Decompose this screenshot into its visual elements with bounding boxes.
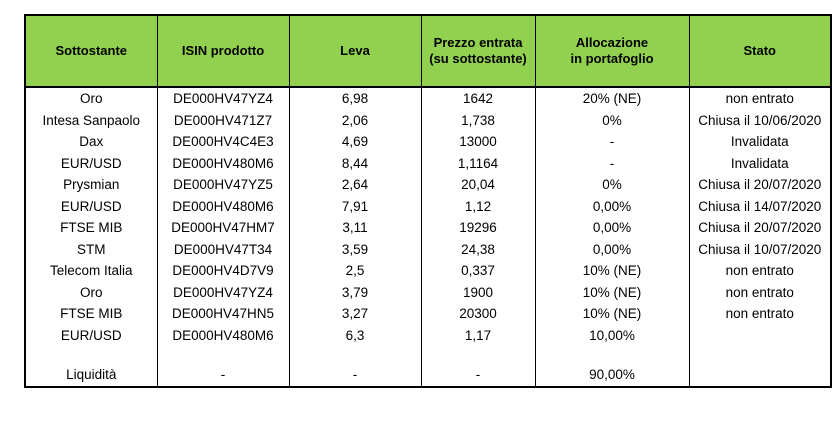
cell-allocation: 0%: [535, 174, 689, 196]
cell-underlying: Intesa Sanpaolo: [25, 110, 157, 132]
empty-cell: [535, 346, 689, 364]
cell-status: Invalidata: [689, 131, 831, 153]
cell-underlying: Liquidità: [25, 364, 157, 387]
header-leverage: Leva: [289, 15, 421, 87]
empty-cell: [25, 346, 157, 364]
cell-underlying: Prysmian: [25, 174, 157, 196]
cell-entry-price: 1,738: [421, 110, 535, 132]
header-allocation: [535, 15, 689, 87]
liquidity-row: [25, 364, 831, 387]
portfolio-table: [24, 14, 832, 388]
cell-isin: DE000HV480M6: [157, 153, 289, 175]
header-row: [25, 15, 831, 87]
cell-entry-price: 1900: [421, 282, 535, 304]
table-row: [25, 217, 831, 239]
cell-isin: DE000HV47HN5: [157, 303, 289, 325]
table-row: [25, 174, 831, 196]
cell-status: non entrato: [689, 87, 831, 110]
cell-status: non entrato: [689, 303, 831, 325]
cell-allocation: 10% (NE): [535, 260, 689, 282]
cell-leverage: 3,59: [289, 239, 421, 261]
cell-leverage: 2,5: [289, 260, 421, 282]
cell-allocation: 0,00%: [535, 217, 689, 239]
header-allocation-line2: in portafoglio: [570, 51, 654, 66]
cell-leverage: 2,64: [289, 174, 421, 196]
cell-allocation: 0%: [535, 110, 689, 132]
header-entry-price: [421, 15, 535, 87]
cell-entry-price: 13000: [421, 131, 535, 153]
cell-isin: DE000HV480M6: [157, 325, 289, 347]
empty-cell: [689, 346, 831, 364]
cell-allocation: 10% (NE): [535, 303, 689, 325]
cell-status: Invalidata: [689, 153, 831, 175]
cell-underlying: FTSE MIB: [25, 217, 157, 239]
table-row: [25, 260, 831, 282]
cell-underlying: FTSE MIB: [25, 303, 157, 325]
cell-status: non entrato: [689, 282, 831, 304]
cell-isin: DE000HV47T34: [157, 239, 289, 261]
cell-leverage: 6,3: [289, 325, 421, 347]
cell-leverage: 3,11: [289, 217, 421, 239]
cell-status: non entrato: [689, 260, 831, 282]
cell-isin: DE000HV47YZ4: [157, 282, 289, 304]
table-row: [25, 239, 831, 261]
cell-leverage: 4,69: [289, 131, 421, 153]
cell-entry-price: 0,337: [421, 260, 535, 282]
table-row: [25, 153, 831, 175]
cell-underlying: EUR/USD: [25, 325, 157, 347]
cell-entry-price: 20,04: [421, 174, 535, 196]
cell-allocation: 10,00%: [535, 325, 689, 347]
cell-underlying: Oro: [25, 87, 157, 110]
header-status: Stato: [689, 15, 831, 87]
cell-underlying: EUR/USD: [25, 153, 157, 175]
cell-status: Chiusa il 14/07/2020: [689, 196, 831, 218]
header-underlying: Sottostante: [25, 15, 157, 87]
cell-underlying: STM: [25, 239, 157, 261]
cell-status: [689, 325, 831, 347]
cell-underlying: EUR/USD: [25, 196, 157, 218]
cell-status: [689, 364, 831, 387]
cell-entry-price: 1,1164: [421, 153, 535, 175]
cell-entry-price: 20300: [421, 303, 535, 325]
header-allocation-line1: Allocazione: [575, 35, 649, 50]
cell-allocation: 90,00%: [535, 364, 689, 387]
cell-allocation: -: [535, 153, 689, 175]
table-row: [25, 325, 831, 347]
cell-isin: DE000HV47YZ5: [157, 174, 289, 196]
cell-entry-price: -: [421, 364, 535, 387]
cell-isin: DE000HV471Z7: [157, 110, 289, 132]
header-entry-price-line1: Prezzo entrata: [433, 35, 523, 50]
cell-allocation: -: [535, 131, 689, 153]
table-row: [25, 87, 831, 110]
cell-underlying: Telecom Italia: [25, 260, 157, 282]
cell-allocation: 10% (NE): [535, 282, 689, 304]
cell-status: Chiusa il 20/07/2020: [689, 174, 831, 196]
table-row: [25, 282, 831, 304]
table-row: [25, 303, 831, 325]
cell-leverage: 6,98: [289, 87, 421, 110]
table-body: [25, 87, 831, 387]
cell-entry-price: 1,17: [421, 325, 535, 347]
empty-cell: [157, 346, 289, 364]
cell-underlying: Oro: [25, 282, 157, 304]
cell-status: Chiusa il 10/07/2020: [689, 239, 831, 261]
cell-isin: DE000HV480M6: [157, 196, 289, 218]
cell-leverage: -: [289, 364, 421, 387]
cell-isin: DE000HV4D7V9: [157, 260, 289, 282]
cell-isin: DE000HV47YZ4: [157, 87, 289, 110]
cell-status: Chiusa il 20/07/2020: [689, 217, 831, 239]
cell-allocation: 20% (NE): [535, 87, 689, 110]
table-row: [25, 110, 831, 132]
cell-entry-price: 1,12: [421, 196, 535, 218]
cell-allocation: 0,00%: [535, 196, 689, 218]
cell-entry-price: 19296: [421, 217, 535, 239]
table-row: [25, 131, 831, 153]
cell-leverage: 8,44: [289, 153, 421, 175]
table-header: [25, 15, 831, 87]
cell-isin: -: [157, 364, 289, 387]
cell-entry-price: 1642: [421, 87, 535, 110]
header-entry-price-line2: (su sottostante): [429, 51, 527, 66]
table-row: [25, 196, 831, 218]
cell-isin: DE000HV47HM7: [157, 217, 289, 239]
cell-underlying: Dax: [25, 131, 157, 153]
header-isin: ISIN prodotto: [157, 15, 289, 87]
empty-cell: [421, 346, 535, 364]
cell-isin: DE000HV4C4E3: [157, 131, 289, 153]
cell-leverage: 3,27: [289, 303, 421, 325]
cell-entry-price: 24,38: [421, 239, 535, 261]
spacer-row: [25, 346, 831, 364]
cell-leverage: 7,91: [289, 196, 421, 218]
cell-leverage: 2,06: [289, 110, 421, 132]
cell-allocation: 0,00%: [535, 239, 689, 261]
cell-leverage: 3,79: [289, 282, 421, 304]
empty-cell: [289, 346, 421, 364]
cell-status: Chiusa il 10/06/2020: [689, 110, 831, 132]
